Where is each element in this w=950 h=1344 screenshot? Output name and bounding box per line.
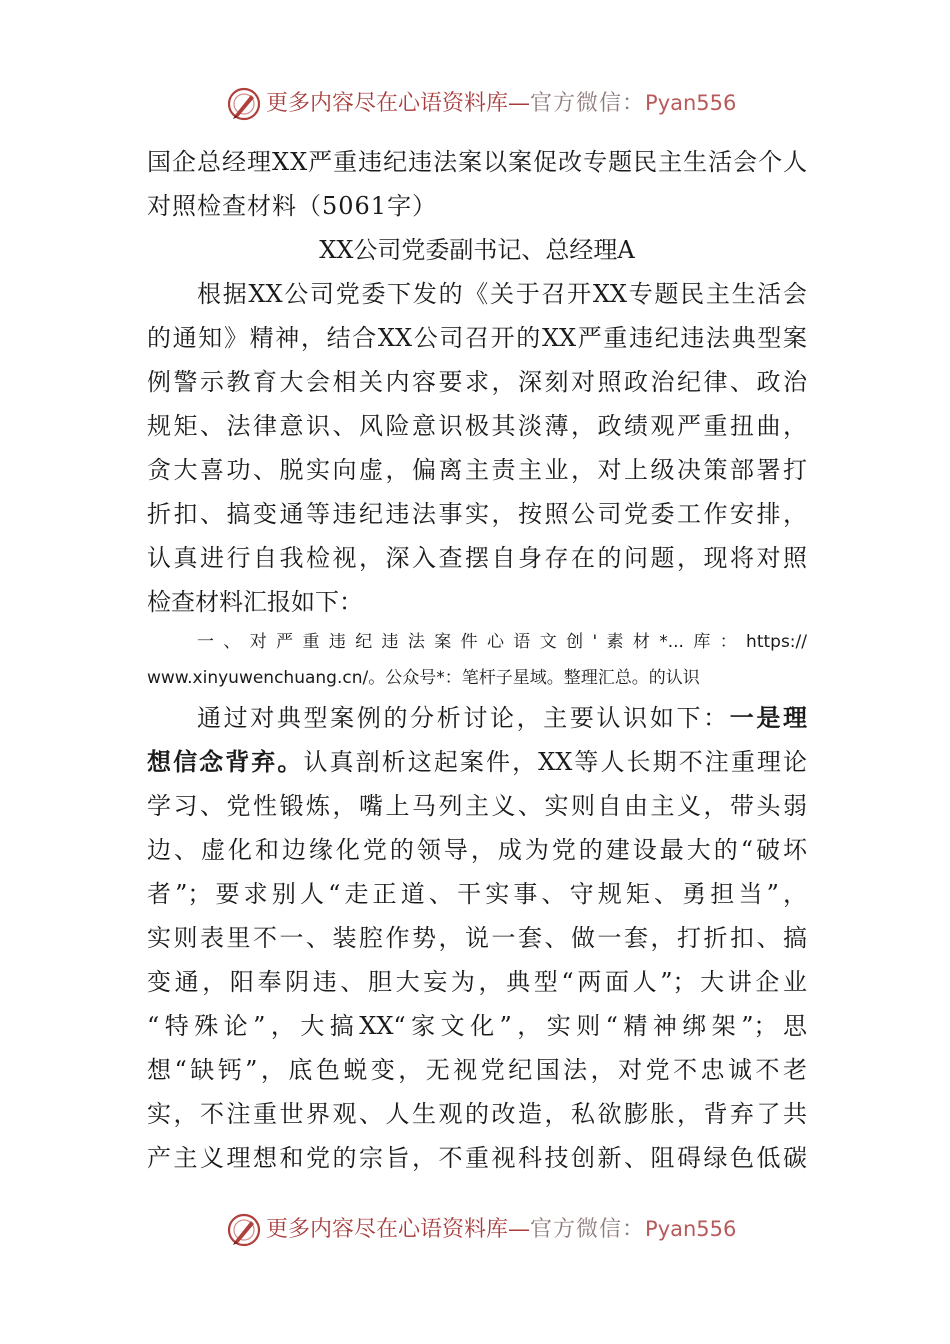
para-line: 边、虚化和边缘化党的领导，成为党的建设最大的“破坏	[147, 836, 807, 864]
para-line: 变通，阳奉阴违、胆大妄为，典型“两面人”；大讲企业	[147, 968, 807, 996]
para-line: 通过对典型案例的分析讨论，主要认识如下：一是理	[197, 703, 808, 732]
para-line: 想信念背弃。认真剖析这起案件，XX等人长期不注重理论	[147, 747, 808, 776]
para-line: “特殊论”，大搞XX“家文化”，实则“精神绑架”；思	[147, 1012, 807, 1040]
intro-line: 根据XX公司党委下发的《关于召开XX专题民主生活会	[197, 280, 807, 308]
pen-logo-icon	[226, 1212, 262, 1248]
para-line: 实则表里不一、装腔作势，说一套、做一套，打折扣、搞	[147, 924, 807, 952]
author-line: XX公司党委副书记、总经理A	[319, 236, 635, 264]
pen-logo-icon	[226, 86, 262, 122]
document-body	[147, 140, 807, 1180]
document-title-line-2: 对照检查材料（5061字）	[147, 192, 438, 220]
para-line: 产主义理想和党的宗旨，不重视科技创新、阻碍绿色低碳	[147, 1144, 807, 1172]
intro-line: 规矩、法律意识、风险意识极其淡薄，政绩观严重扭曲，	[147, 412, 807, 440]
intro-line: 折扣、搞变通等违纪违法事实，按照公司党委工作安排，	[147, 500, 807, 528]
para-line: 学习、党性锻炼，嘴上马列主义、实则自由主义，带头弱	[147, 792, 807, 820]
document-title-line-1: 国企总经理XX严重违纪违法案以案促改专题民主生活会个人	[147, 148, 809, 176]
banner-text: 更多内容尽在心语资料库—官方微信：Pyan556	[266, 91, 737, 116]
section-heading-line-2: www.xinyuwenchuang.cn/。公众号*：笔杆子星域。整理汇总。的认识	[147, 668, 700, 688]
para-line: 实，不注重世界观、人生观的改造，私欲膨胀，背弃了共	[147, 1100, 807, 1128]
banner-text: 更多内容尽在心语资料库—官方微信：Pyan556	[266, 1217, 737, 1242]
intro-line: 检查材料汇报如下：	[147, 588, 363, 616]
intro-line: 贪大喜功、脱实向虚，偏离主责主业，对上级决策部署打	[147, 456, 807, 484]
para-line: 想“缺钙”，底色蜕变，无视党纪国法，对党不忠诚不老	[147, 1056, 807, 1084]
para-line: 者”；要求别人“走正道、干实事、守规矩、勇担当”，	[147, 880, 807, 908]
intro-line: 认真进行自我检视，深入查摆自身存在的问题，现将对照	[147, 544, 807, 572]
intro-line: 的通知》精神，结合XX公司召开的XX严重违纪违法典型案	[147, 324, 807, 352]
intro-line: 例警示教育大会相关内容要求，深刻对照政治纪律、政治	[147, 368, 807, 396]
footer-banner	[0, 1208, 950, 1252]
section-heading-line-1: 一、对严重违纪违法案件心语文创'素材*...库：https://	[197, 632, 807, 652]
header-banner	[0, 82, 950, 126]
